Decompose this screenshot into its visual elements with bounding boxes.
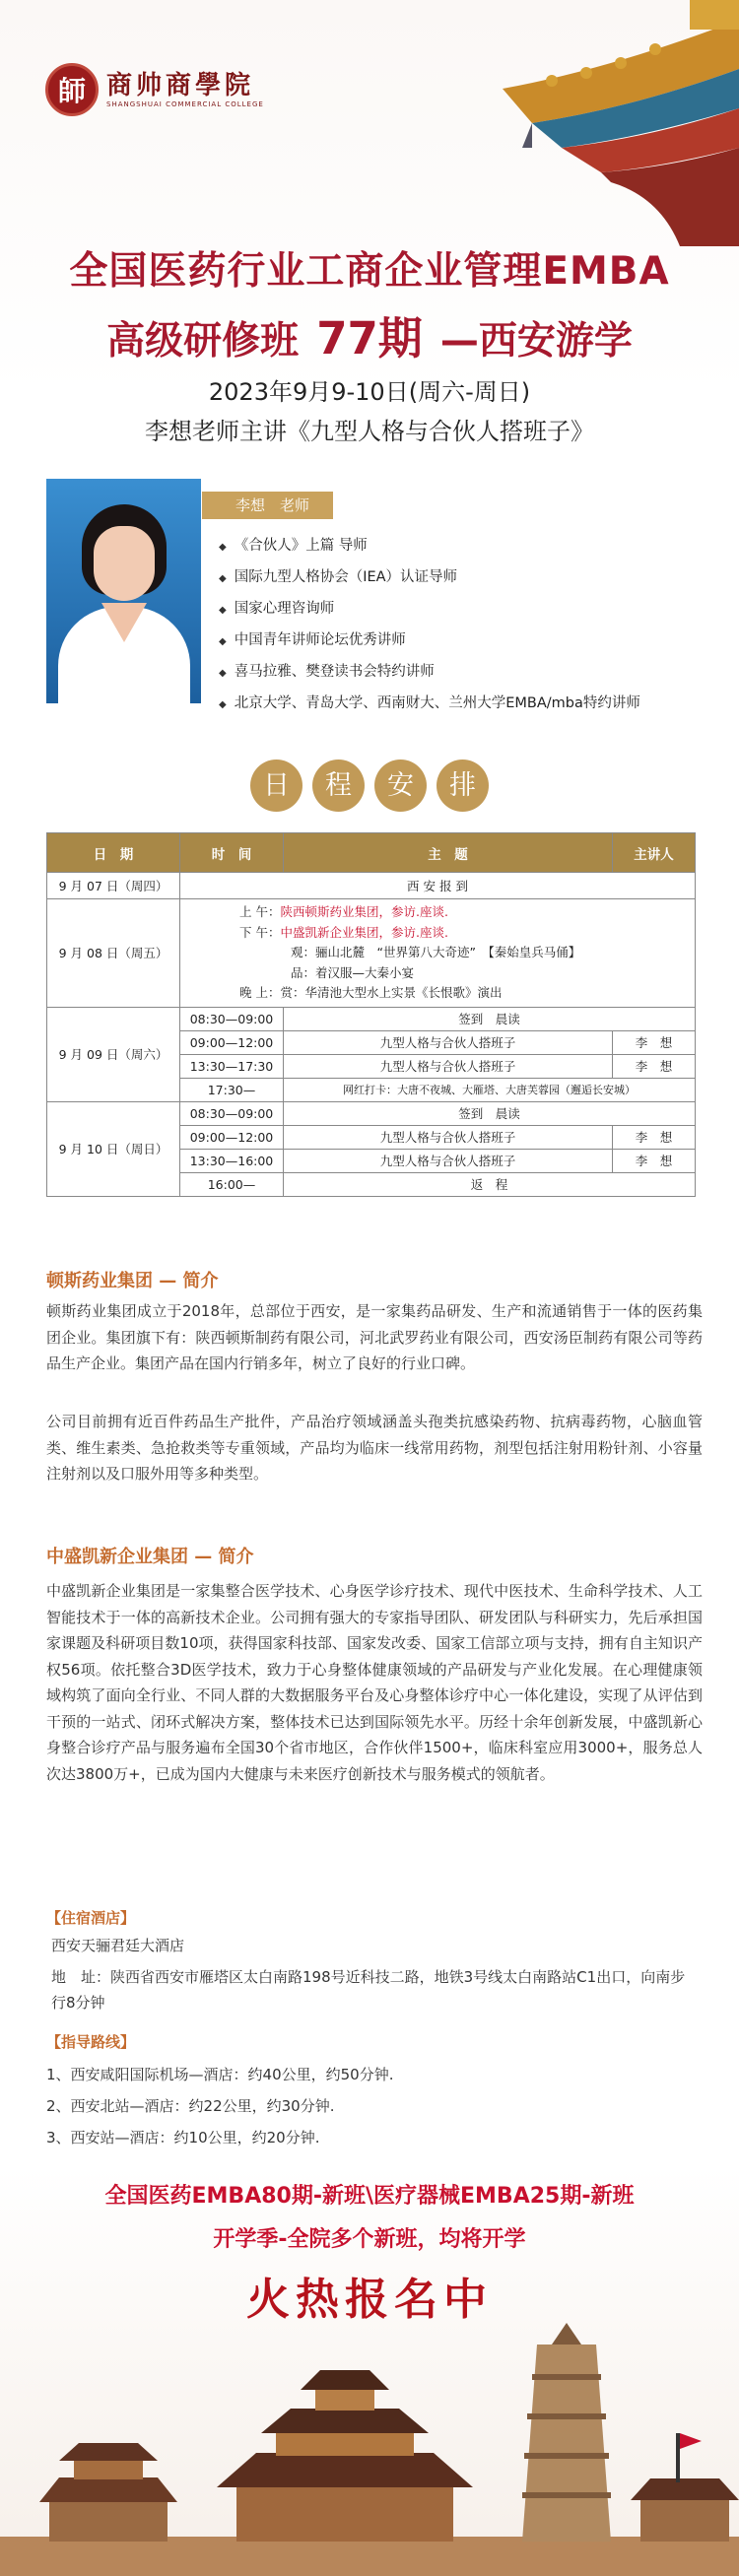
session-topic: 签到 晨读: [284, 1007, 696, 1030]
session-speaker: 李 想: [613, 1125, 696, 1149]
session-topic: 网红打卡：大唐不夜城、大雁塔、大唐芙蓉园（邂逅长安城）: [284, 1078, 696, 1101]
activity-visit-dunsi: 陕西顿斯药业集团，参访.座谈.: [280, 904, 448, 919]
teacher-credentials: [219, 530, 640, 719]
main-title-line1: 全国医药行业工商企业管理EMBA: [69, 249, 670, 294]
activity-terracotta: 骊山北麓 “世界第八大奇迹” 【秦始皇兵马俑】: [315, 945, 581, 959]
day-activities: 上 午：陕西顿斯药业集团，参访.座谈. 下 午：中盛凯新企业集团，参访.座谈. 观：骊山北麓 “世界第八大奇迹” 【秦始皇兵马俑】 品：着汉服—大秦小宴 晚 上：赏：华清池大型水上实景《长恨歌》演出: [180, 899, 696, 1008]
credential-item: ◆ 国家心理咨询师: [219, 593, 640, 625]
route-item: 2、西安北站—酒店：约22公里，约30分钟.: [46, 2097, 335, 2115]
session-topic: 签到 晨读: [284, 1101, 696, 1125]
session-speaker: 李 想: [613, 1030, 696, 1054]
activity-visit-zhongsheng: 中盛凯新企业集团，参访.座谈.: [280, 924, 448, 940]
session-time: 08:30—09:00: [180, 1101, 284, 1125]
event-date: 2023年9月9-10日(周六-周日): [208, 378, 531, 406]
day-date: 9 月 07 日（周四）: [47, 873, 180, 899]
promo-semester: 开学季-全院多个新班，均将开学: [213, 2227, 526, 2252]
session-time: 09:00—12:00: [180, 1125, 284, 1149]
session-topic: 返 程: [284, 1172, 696, 1196]
activity-banquet: 着汉服—大秦小宴: [315, 964, 415, 980]
route-item: 1、西安咸阳国际机场—酒店：约40公里，约50分钟.: [46, 2066, 394, 2083]
table-header-row: [47, 833, 696, 873]
day-topic: 西 安 报 到: [180, 873, 696, 899]
logo-emblem-icon: 師: [45, 63, 99, 116]
xian-skyline-icon: [0, 2305, 739, 2576]
hotel-label: 【住宿酒店】: [46, 1909, 136, 1927]
college-logo: [45, 63, 264, 116]
schedule-heading-char: 安: [374, 760, 427, 812]
title-issue-number: 77期: [316, 312, 423, 364]
credential-item: ◆ 喜马拉雅、樊登读书会特约讲师: [219, 656, 640, 688]
zhongsheng-title: 中盛凯新企业集团 — 简介: [46, 1547, 254, 1567]
schedule-heading-char: 程: [312, 760, 365, 812]
session-time: 13:30—16:00: [180, 1149, 284, 1172]
hotel-name: 西安天骊君廷大酒店: [51, 1937, 185, 1954]
session-time: 09:00—12:00: [180, 1030, 284, 1054]
enrollment-banner: 火热报名中: [246, 2275, 493, 2325]
session-topic: 九型人格与合伙人搭班子: [284, 1149, 613, 1172]
schedule-heading: [0, 760, 739, 812]
session-topic: 九型人格与合伙人搭班子: [284, 1125, 613, 1149]
dunsi-title: 顿斯药业集团 — 简介: [46, 1271, 219, 1291]
schedule-heading-char: 日: [250, 760, 302, 812]
session-time: 16:00—: [180, 1172, 284, 1196]
promo-new-classes: 全国医药EMBA80期-新班\医疗器械EMBA25期-新班: [104, 2184, 635, 2209]
session-time: 08:30—09:00: [180, 1007, 284, 1030]
header-date: 日 期: [47, 833, 180, 873]
session-time: 17:30—: [180, 1078, 284, 1101]
session-topic: 九型人格与合伙人搭班子: [284, 1054, 613, 1078]
zhongsheng-paragraph: 中盛凯新企业集团是一家集整合医学技术、心身医学诊疗技术、现代中医技术、生命科学技术、人工智能技术于一体的高新技术企业。公司拥有强大的专家指导团队、研发团队与科研实力，先后承担国家课题及科研项目数10项，获得国家科技部、国家发改委、国家工信部立项与支持，拥有自主知识产权56项。依托整合3D医学技术，致力于心身整体健康领域的产品研发与产业化发展。在心理健康领域构筑了面向全行业、不同人群的大数据服务平台及心身整体诊疗中心一体化建设，实现了从评估到干预的一站式、闭环式解决方案，整体技术已达到国际领先水平。历经十余年创新发展，中盛凯新心身整合诊疗产品与服务遍布全国30个省市地区，合作伙伴1500+，临床科室应用3000+，服务总人次达3800万+，已成为国内大健康与未来医疗创新技术与服务模式的领航者。: [46, 1582, 703, 1783]
table-row: [47, 899, 696, 1008]
logo-english-name: SHANGSHUAI COMMERCIAL COLLEGE: [106, 100, 264, 108]
day-date: 9 月 09 日（周六）: [47, 1007, 180, 1101]
schedule-heading-char: 排: [437, 760, 489, 812]
credential-item: ◆ 《合伙人》上篇 导师: [219, 530, 640, 561]
session-speaker: 李 想: [613, 1149, 696, 1172]
day-date: 9 月 10 日（周日）: [47, 1101, 180, 1196]
day-date: 9 月 08 日（周五）: [47, 899, 180, 1008]
logo-chinese-name: 商帅商學院: [106, 71, 255, 100]
credential-item: ◆ 国际九型人格协会（IEA）认证导师: [219, 561, 640, 593]
credential-item: ◆ 中国青年讲师论坛优秀讲师: [219, 625, 640, 656]
dunsi-paragraph-1: 顿斯药业集团成立于2018年，总部位于西安，是一家集药品研发、生产和流通销售于一体的医药集团企业。集团旗下有：陕西顿斯制药有限公司，河北武罗药业有限公司，西安汤臣制药有限公司等药品生产企业。集团产品在国内行销多年，树立了良好的行业口碑。: [46, 1302, 703, 1372]
palace-roof-icon: [493, 0, 739, 246]
header-speaker: 主讲人: [613, 833, 696, 873]
table-row: [47, 1007, 696, 1030]
header-topic: 主 题: [284, 833, 613, 873]
table-row: [47, 1101, 696, 1125]
teacher-photo: [46, 479, 201, 703]
logo-text: [106, 71, 264, 108]
route-item: 3、西安站—酒店：约10公里，约20分钟.: [46, 2129, 320, 2147]
session-time: 13:30—17:30: [180, 1054, 284, 1078]
table-row: [47, 873, 696, 899]
session-topic: 九型人格与合伙人搭班子: [284, 1030, 613, 1054]
activity-show: 赏：华清池大型水上实景《长恨歌》演出: [280, 985, 503, 1000]
lecture-subtitle: 李想老师主讲《九型人格与合伙人搭班子》: [145, 418, 594, 445]
main-title-line2: [0, 302, 739, 366]
title-program: 高级研修班: [106, 319, 300, 363]
dunsi-paragraph-2: 公司目前拥有近百件药品生产批件，产品治疗领域涵盖头孢类抗感染药物、抗病毒药物，心脑血管类、维生素类、急抢救类等专重领域，产品均为临床一线常用药物，剂型包括注射用粉针剂、小容量注射剂以及口服外用等多种类型。: [46, 1413, 703, 1483]
credential-item: ◆ 北京大学、青岛大学、西南财大、兰州大学EMBA/mba特约讲师: [219, 688, 640, 719]
title-trip: —西安游学: [439, 319, 633, 363]
route-label: 【指导路线】: [46, 2033, 136, 2051]
header-time: 时 间: [180, 833, 284, 873]
session-speaker: 李 想: [613, 1054, 696, 1078]
hotel-address: 地 址：陕西省西安市雁塔区太白南路198号近科技二路，地铁3号线太白南路站C1出口，向南步行8分钟: [51, 1968, 686, 2012]
schedule-table: [46, 832, 696, 1197]
teacher-name: 李想 老师: [202, 492, 333, 519]
